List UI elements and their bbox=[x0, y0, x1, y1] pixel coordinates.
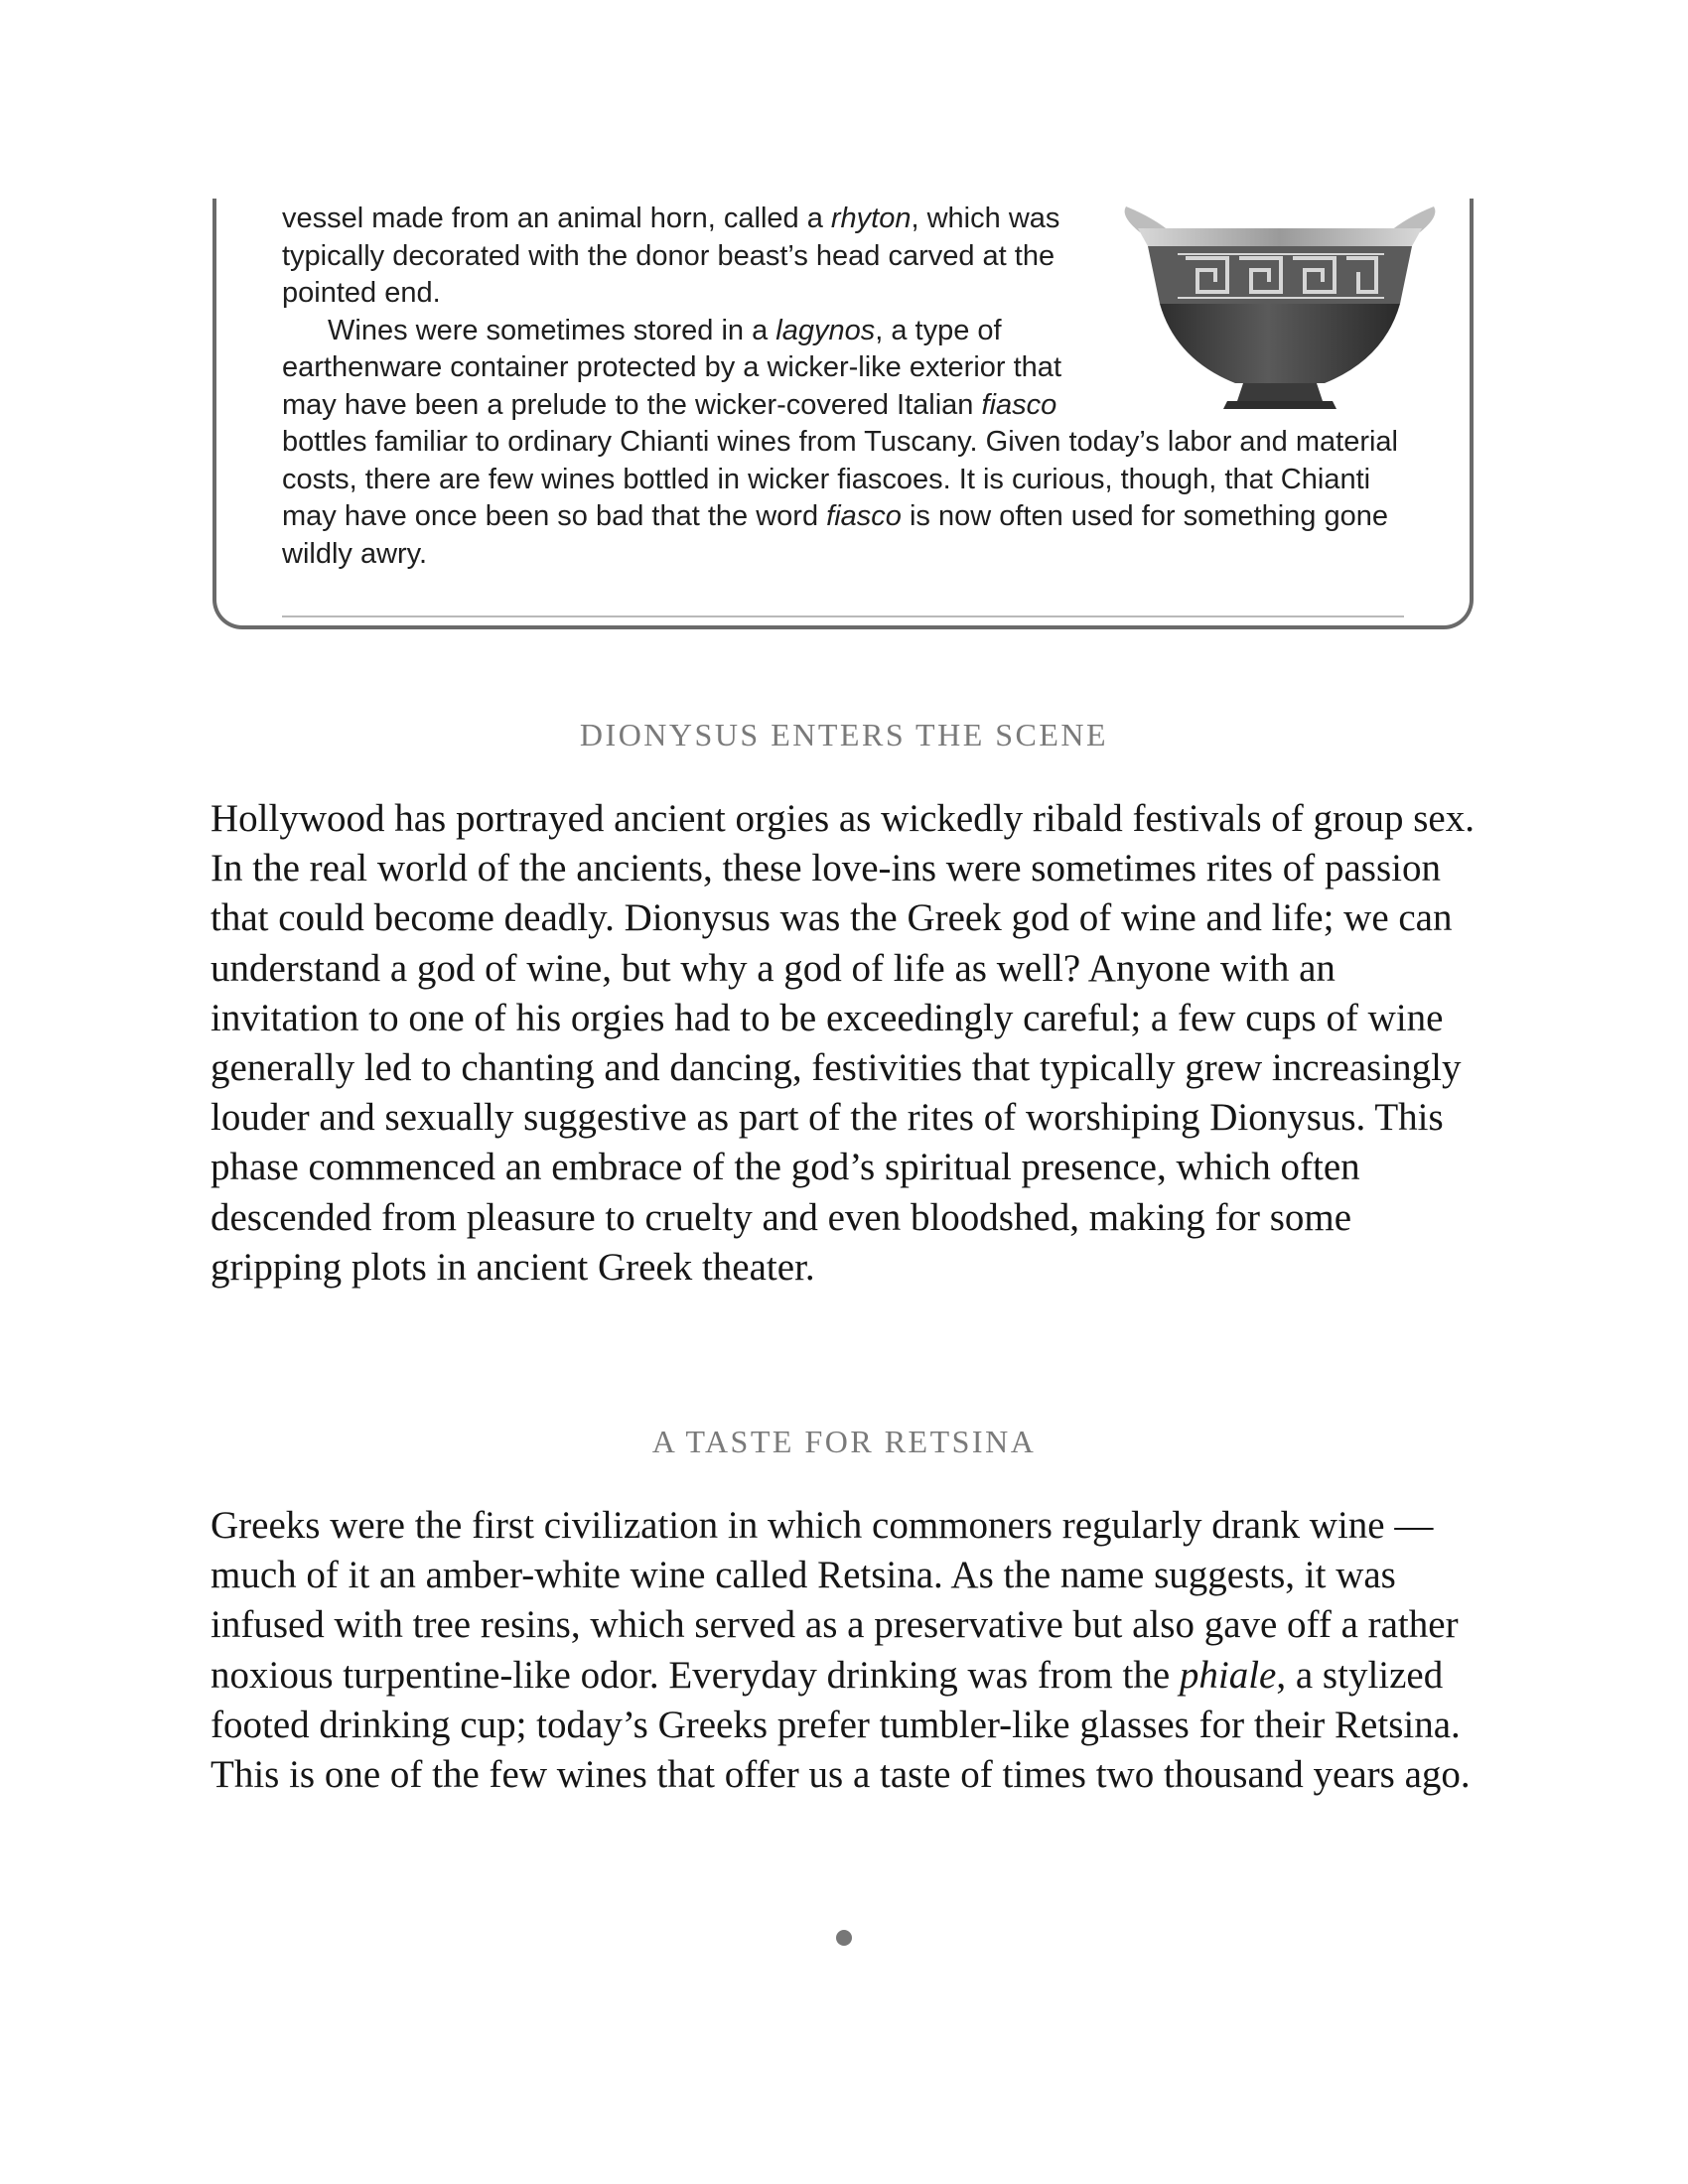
term-lagynos: lagynos bbox=[775, 314, 876, 346]
term-phiale: phiale bbox=[1179, 1653, 1277, 1697]
sidebar-paragraph-2: Wines were sometimes stored in a lagynos, a type of earthenware container protected by a wicker-like exterior that may have been a prelude to the wicker-covered Italian fiasco bottles familiar to ordinary Chianti wines from Tuscany. Given today’s labor and material costs, there are few wines bottled in wicker fiascoes. It is curious, though, that Chianti may have once been so bad that the word fiasco is now often used for something gone wildly awry. bbox=[282, 314, 1398, 570]
term-fiasco-2: fiasco bbox=[826, 500, 902, 532]
term-rhyton: rhyton bbox=[830, 203, 912, 234]
sidebar-box bbox=[212, 199, 1474, 629]
page-dot-ornament bbox=[836, 1930, 852, 1946]
section-heading-dionysus: DIONYSUS ENTERS THE SCENE bbox=[579, 717, 1109, 752]
paragraph-retsina: Greeks were the first civilization in which commoners regularly drank wine —much of it an amber-white wine called Retsina. As the name suggests, it was infused with tree resins, which served as a preservative but also gave off a rather noxious turpentine-like odor. Everyday drinking was from the phiale, a stylized footed drinking cup; today’s Greeks prefer tumbler-like glasses for their Retsina. This is one of the few wines that offer us a taste of times two thousand years ago. bbox=[211, 1504, 1471, 1797]
section-body-retsina bbox=[211, 1501, 1491, 1800]
greek-vase-illustration bbox=[1116, 203, 1444, 416]
term-fiasco: fiasco bbox=[981, 388, 1057, 421]
sidebar-paragraph-1: vessel made from an animal horn, called a rhyton, which was typically decorated with the donor beast’s head carved at the pointed end. bbox=[282, 203, 1060, 309]
sidebar-text bbox=[282, 201, 1404, 573]
section-body-dionysus bbox=[211, 794, 1491, 1293]
paragraph-dionysus: Hollywood has portrayed ancient orgies as wickedly ribald festivals of group sex. In the real world of the ancients, these love-ins were sometimes rites of passion that could become deadly. Dionysus was the Greek god of wine and life; we can understand a god of wine, but why a god of life as well? Anyone with an invitation to one of his orgies had to be exceedingly careful; a few cups of wine generally led to chanting and dancing, festivities that typically grew increasingly louder and sexually suggestive as part of the rites of worshiping Dionysus. This phase commenced an embrace of the god’s spiritual presence, which often descended from pleasure to cruelty and even bloodshed, making for some gripping plots in ancient Greek theater. bbox=[211, 797, 1475, 1289]
section-heading-retsina: A TASTE FOR RETSINA bbox=[651, 1424, 1037, 1459]
sidebar-divider bbox=[282, 615, 1404, 617]
